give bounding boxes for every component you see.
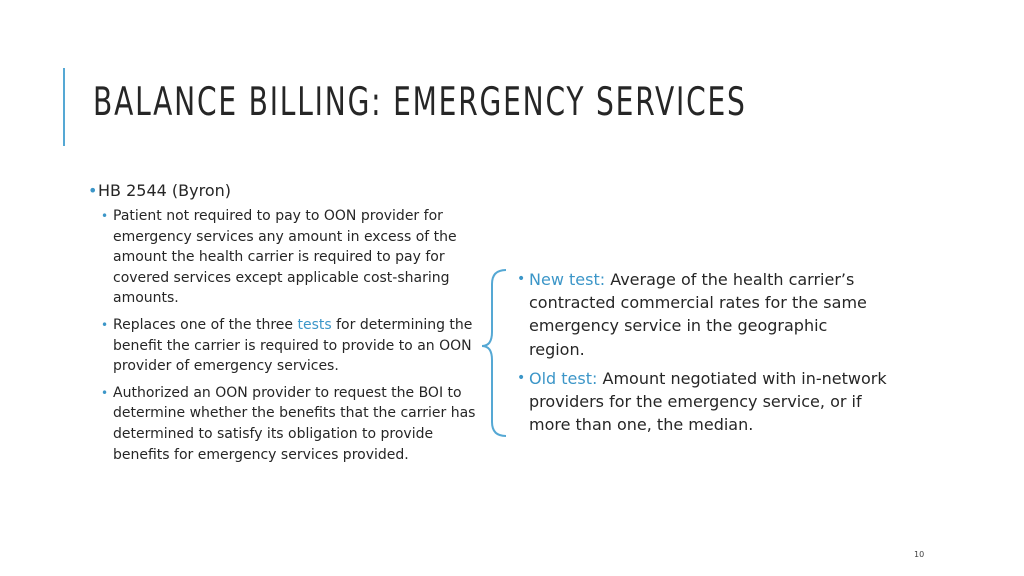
old-test-text: Amount negotiated with in-network providers for the emergency service, or if more than one, the median. [529, 368, 887, 435]
curly-brace-icon [480, 268, 510, 438]
bullet-icon: • [101, 317, 109, 332]
title-accent-bar [63, 68, 65, 146]
new-test-text: Average of the health carrier’s contracted commercial rates for the same emergency service in the geographic region. [529, 270, 867, 359]
list-item [88, 206, 488, 309]
bullet-icon: • [88, 181, 98, 200]
list-item [88, 315, 488, 377]
old-test-item [517, 367, 887, 437]
new-test-item [517, 268, 887, 361]
list-item [88, 383, 488, 465]
tests-link[interactable]: tests [297, 316, 332, 333]
new-test-label: New test: [529, 270, 606, 289]
bullet-text: Authorized an OON provider to request the BOI to determine whether the benefits that the carrier has determined to satisfy its obligation to provide benefits for emergency services provided. [113, 384, 476, 463]
bill-heading: HB 2544 (Byron) [98, 181, 231, 200]
right-column [517, 268, 887, 442]
bullet-icon: • [101, 385, 109, 400]
bill-heading-item [88, 178, 488, 204]
bullet-icon: • [517, 369, 526, 386]
bullet-text-pre: Replaces one of the three [113, 316, 298, 333]
bullet-icon: • [101, 209, 109, 223]
slide-title: BALANCE BILLING: EMERGENCY SERVICES [93, 80, 747, 125]
page-number: 10 [914, 550, 925, 559]
old-test-label: Old test: [529, 368, 598, 388]
bullet-text: Patient not required to pay to OON provider for emergency services any amount in excess of the amount the health carrier is required to pay for covered services except applicable cost-sharing amounts. [113, 208, 457, 307]
bullet-icon: • [517, 271, 526, 287]
bullet-text-post: for determining the benefit the carrier is required to provide to an OON provider of emergency services. [113, 316, 473, 375]
left-column [88, 178, 488, 471]
